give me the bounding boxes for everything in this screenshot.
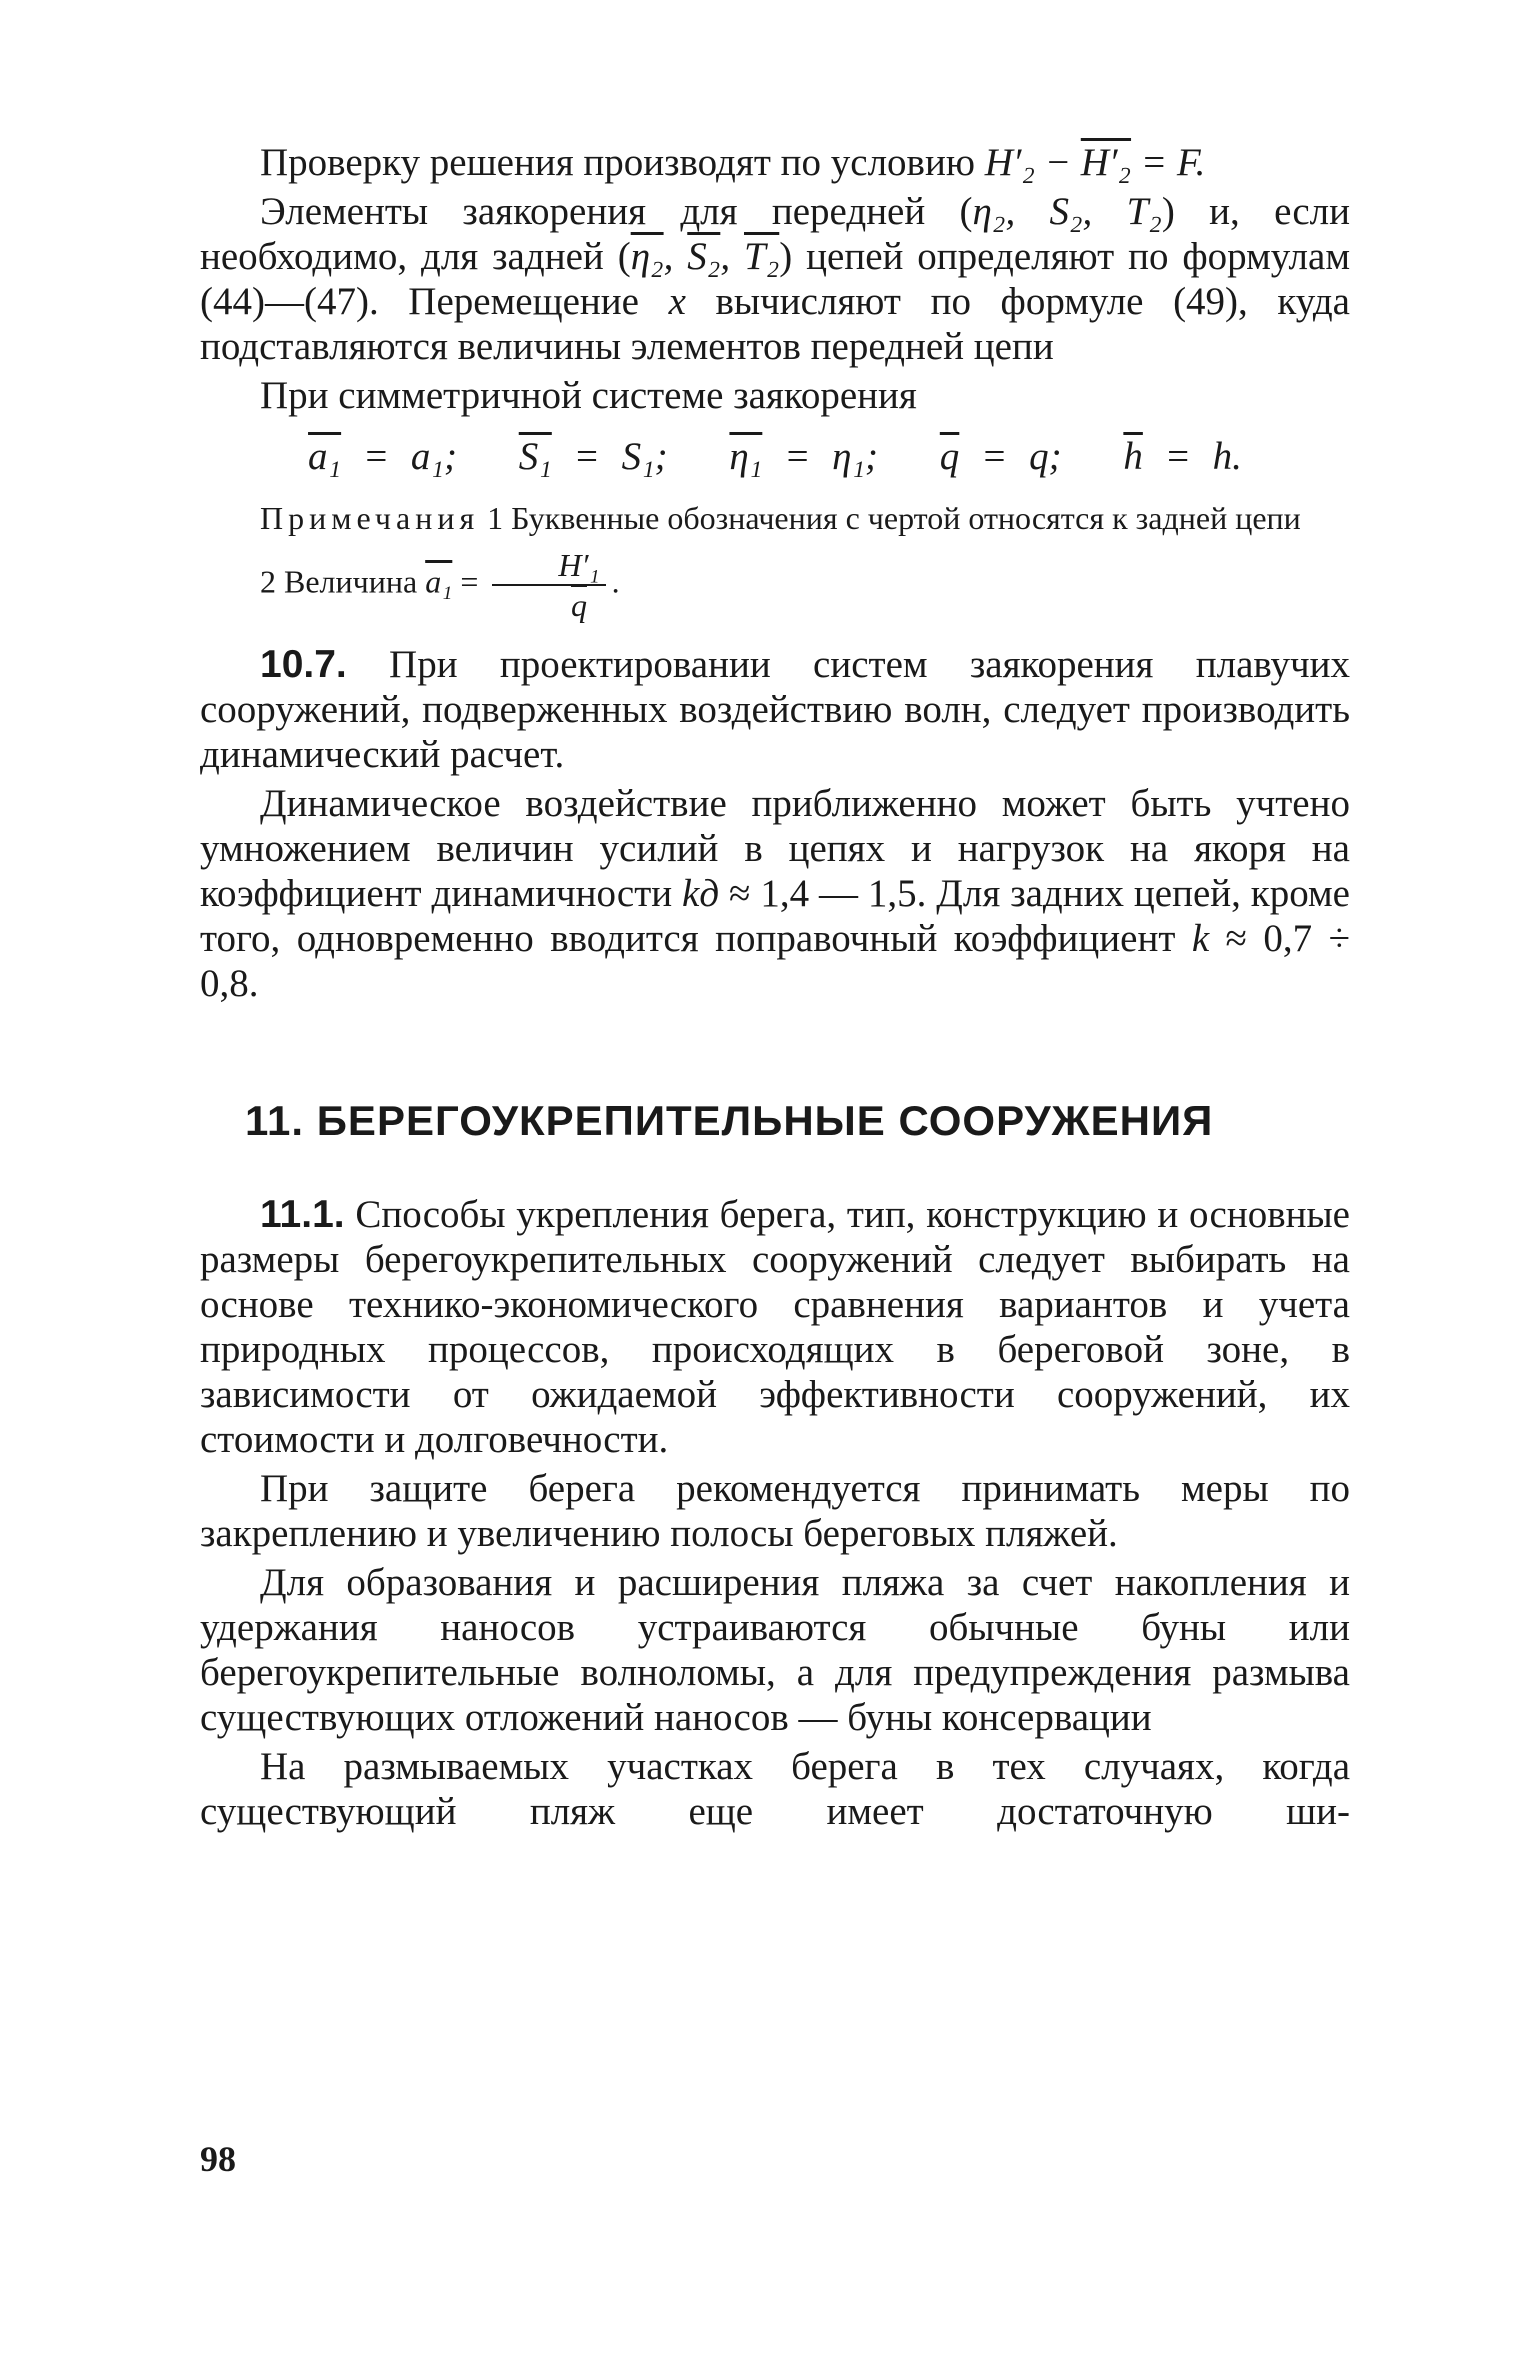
paragraph-groins: Для образования и расширения пляжа за счет накопления и удержания наносов устраиваются обычные буны или берегоукрепительные волноломы, а для предупреждения размыва существующих отложений наносов — буны консервации — [200, 1561, 1350, 1739]
note-1: Примечания 1 Буквенные обозначения с чертой относятся к задней цепи — [260, 500, 1301, 536]
symmetric-equations — [200, 432, 1350, 482]
paragraph-last: На размываемых участках берега в тех случаях, когда существующий пляж еще имеет достаточную ши- — [200, 1745, 1350, 1833]
page-body — [200, 140, 1350, 1834]
paragraph-symmetric: При симметричной системе заякорения — [260, 374, 917, 417]
eq-s: S₁ = S₁; — [518, 435, 668, 478]
front-chain-vars: η₂, S₂, T₂ — [972, 190, 1162, 233]
paragraph-dynamic: Динамическое воздействие приближенно может быть учтено умножением величин усилий в цепях и нагрузок на якоря на коэффициент динамичности kд ≈ 1,4 — 1,5. Для задних цепей, кроме того, одновременно вводится поправочный коэффициент k ≈ 0,7 ÷ 0,8. — [200, 782, 1350, 1005]
paragraph-beach: При защите берега рекомендуется принимать меры по закреплению и увеличению полосы береговых пляжей. — [200, 1467, 1350, 1555]
page-number: 98 — [200, 2139, 236, 2179]
section-heading: 11. БЕРЕГОУКРЕПИТЕЛЬНЫЕ СООРУЖЕНИЯ — [245, 1097, 1214, 1144]
section-number: 10.7. — [260, 643, 347, 686]
check-formula: H′₂ − H′₂ = F. — [984, 141, 1206, 184]
section-10-7: 10.7. При проектировании систем заякорения плавучих сооружений, подверженных воздействию волн, следует производить динамический расчет. — [200, 643, 1350, 776]
eq-eta: η₁ = η₁; — [729, 435, 879, 478]
rear-chain-vars: η₂, S₂, T₂ — [630, 235, 780, 278]
check-text: Проверку решения производят по условию — [260, 141, 975, 184]
eq-a: a₁ = a₁; — [308, 435, 457, 478]
notes-label: Примечания — [260, 500, 480, 536]
note-2: 2 Величина a₁ = $\frac{\text{H′₁}}{q}$ . — [260, 547, 620, 623]
paragraph-check — [200, 140, 1350, 185]
eq-q: $\overline{q} = q$; — [939, 435, 1062, 478]
section-11-1: 11.1. Способы укрепления берега, тип, конструкцию и основные размеры берегоукрепительных сооружений следует выбирать на основе технико-экономического сравнения вариантов и учета природных процессов, происходящих в береговой зоне, в зависимости от ожидаемой эффективности сооружений, их стоимости и долговечности. — [200, 1193, 1350, 1461]
eq-h: $\overline{h} = h$. — [1123, 435, 1242, 478]
note-fraction: $\frac{\text{H′₁}}{q}$ — [492, 546, 605, 624]
section-number: 11.1. — [260, 1193, 345, 1236]
paragraph-elements: Элементы заякорения для передней (η₂, S₂, T₂) и, если необходимо, для задней (η₂, S₂, T₂) цепей определяют по формулам (44)—(47). Перемещение x вычисляют по формуле (49), куда подставляются величины элементов передней цепи — [200, 190, 1351, 368]
